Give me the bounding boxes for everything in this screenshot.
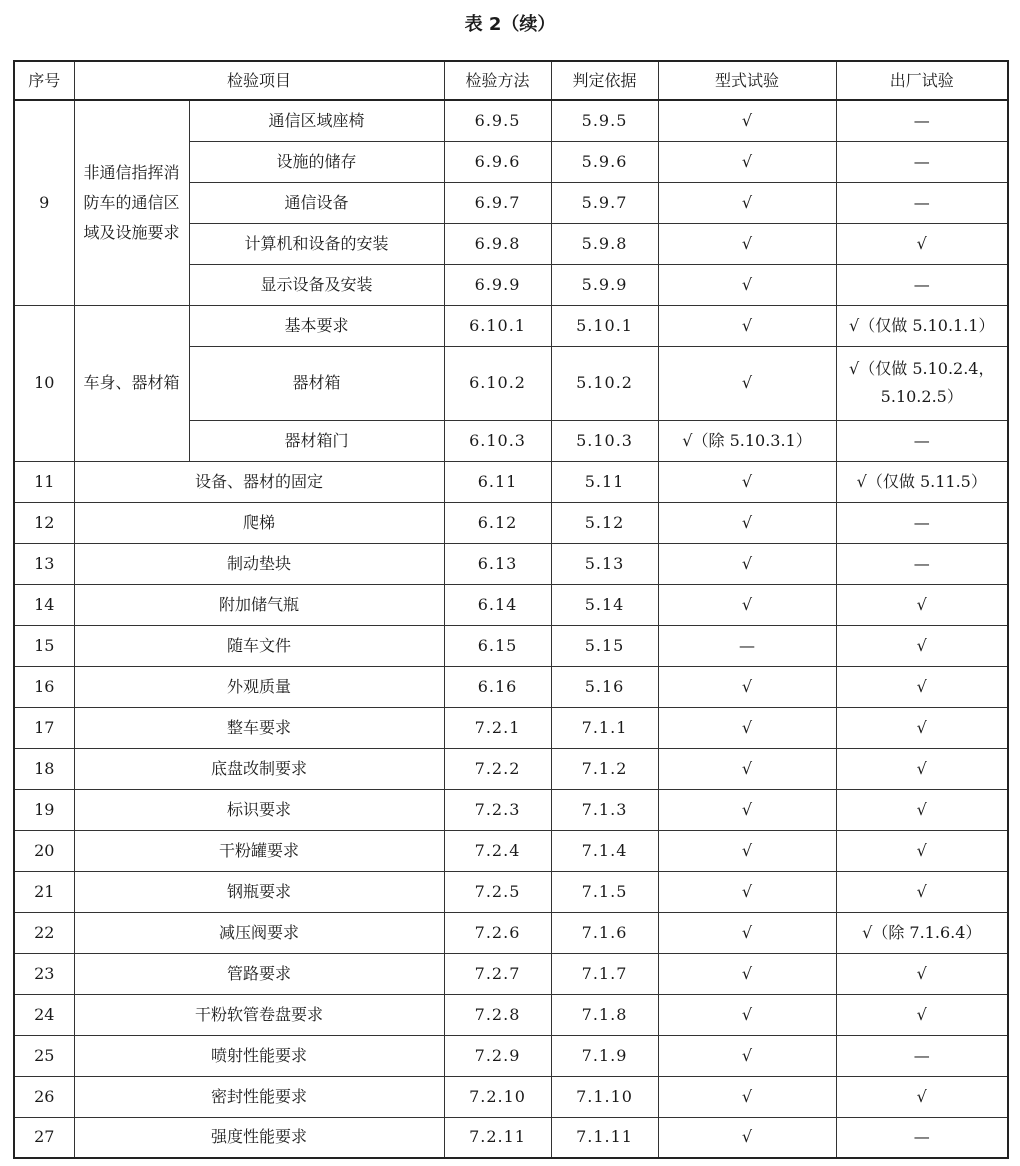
row-no: 13 xyxy=(14,543,74,584)
row-basis: 5.15 xyxy=(551,625,658,666)
row-type-test: √ xyxy=(658,1035,836,1076)
row-item: 通信设备 xyxy=(189,182,444,223)
row-factory-test: √ xyxy=(836,953,1008,994)
table-row xyxy=(14,625,1008,666)
row-method: 7.2.1 xyxy=(444,707,551,748)
row-type-test: √ xyxy=(658,912,836,953)
row-item: 附加储气瓶 xyxy=(74,584,444,625)
row-no: 22 xyxy=(14,912,74,953)
header-row xyxy=(14,61,1008,100)
table-row xyxy=(14,953,1008,994)
row-no: 24 xyxy=(14,994,74,1035)
table-row xyxy=(14,461,1008,502)
row-no: 26 xyxy=(14,1076,74,1117)
row-method: 6.12 xyxy=(444,502,551,543)
row-method: 7.2.10 xyxy=(444,1076,551,1117)
table-row xyxy=(14,912,1008,953)
row-no: 19 xyxy=(14,789,74,830)
row-method: 6.9.5 xyxy=(444,100,551,141)
row-no: 14 xyxy=(14,584,74,625)
row-item: 标识要求 xyxy=(74,789,444,830)
row-factory-test: — xyxy=(836,1035,1008,1076)
row-type-test: √ xyxy=(658,100,836,141)
row-no: 12 xyxy=(14,502,74,543)
row-item: 器材箱门 xyxy=(189,420,444,461)
row-method: 7.2.9 xyxy=(444,1035,551,1076)
row-factory-test: — xyxy=(836,543,1008,584)
row-type-test: √ xyxy=(658,502,836,543)
row-no: 17 xyxy=(14,707,74,748)
row-no: 20 xyxy=(14,830,74,871)
row-item: 强度性能要求 xyxy=(74,1117,444,1158)
row-type-test: √ xyxy=(658,584,836,625)
row-type-test: √ xyxy=(658,871,836,912)
group9-label: 非通信指挥消防车的通信区域及设施要求 xyxy=(74,100,189,305)
row-method: 6.14 xyxy=(444,584,551,625)
group10-no: 10 xyxy=(14,305,74,461)
table-row xyxy=(14,871,1008,912)
table-row xyxy=(14,305,1008,346)
row-basis: 5.12 xyxy=(551,502,658,543)
row-method: 7.2.6 xyxy=(444,912,551,953)
row-item: 设施的储存 xyxy=(189,141,444,182)
row-basis: 5.11 xyxy=(551,461,658,502)
row-basis: 5.13 xyxy=(551,543,658,584)
row-factory-test: √ xyxy=(836,789,1008,830)
row-type-test: √ xyxy=(658,830,836,871)
row-method: 6.16 xyxy=(444,666,551,707)
header-factory-test: 出厂试验 xyxy=(836,61,1008,100)
row-item: 通信区域座椅 xyxy=(189,100,444,141)
row-factory-test: √（仅做 5.10.1.1） xyxy=(836,305,1008,346)
row-basis: 7.1.1 xyxy=(551,707,658,748)
row-type-test: √ xyxy=(658,707,836,748)
row-basis: 5.9.7 xyxy=(551,182,658,223)
row-method: 6.9.6 xyxy=(444,141,551,182)
row-no: 18 xyxy=(14,748,74,789)
row-item: 显示设备及安装 xyxy=(189,264,444,305)
table-row xyxy=(14,543,1008,584)
row-item: 整车要求 xyxy=(74,707,444,748)
table-row xyxy=(14,1035,1008,1076)
row-method: 7.2.7 xyxy=(444,953,551,994)
row-type-test: √ xyxy=(658,1076,836,1117)
row-basis: 5.10.1 xyxy=(551,305,658,346)
row-no: 23 xyxy=(14,953,74,994)
row-type-test: √ xyxy=(658,223,836,264)
row-factory-test: √（仅做 5.10.2.4，5.10.2.5） xyxy=(836,346,1008,420)
row-type-test: √ xyxy=(658,305,836,346)
row-factory-test: √（仅做 5.11.5） xyxy=(836,461,1008,502)
row-type-test: √ xyxy=(658,346,836,420)
group9-no: 9 xyxy=(14,100,74,305)
table-row xyxy=(14,1117,1008,1158)
row-item: 钢瓶要求 xyxy=(74,871,444,912)
table-row xyxy=(14,707,1008,748)
row-factory-test: √ xyxy=(836,584,1008,625)
row-no: 25 xyxy=(14,1035,74,1076)
table-row xyxy=(14,994,1008,1035)
row-basis: 5.9.9 xyxy=(551,264,658,305)
row-item: 爬梯 xyxy=(74,502,444,543)
row-basis: 5.10.2 xyxy=(551,346,658,420)
row-method: 6.10.2 xyxy=(444,346,551,420)
header-no: 序号 xyxy=(14,61,74,100)
row-basis: 7.1.5 xyxy=(551,871,658,912)
row-basis: 5.14 xyxy=(551,584,658,625)
row-method: 7.2.4 xyxy=(444,830,551,871)
row-factory-test: √ xyxy=(836,223,1008,264)
row-method: 7.2.5 xyxy=(444,871,551,912)
table-row xyxy=(14,748,1008,789)
row-method: 6.10.1 xyxy=(444,305,551,346)
row-type-test: √ xyxy=(658,543,836,584)
group10-label: 车身、器材箱 xyxy=(74,305,189,461)
row-factory-test: — xyxy=(836,420,1008,461)
row-no: 15 xyxy=(14,625,74,666)
row-item: 干粉罐要求 xyxy=(74,830,444,871)
row-item: 随车文件 xyxy=(74,625,444,666)
row-basis: 5.10.3 xyxy=(551,420,658,461)
row-factory-test: — xyxy=(836,100,1008,141)
table-row xyxy=(14,584,1008,625)
row-basis: 7.1.7 xyxy=(551,953,658,994)
row-type-test: √ xyxy=(658,789,836,830)
table-row xyxy=(14,666,1008,707)
table-row xyxy=(14,1076,1008,1117)
row-factory-test: √ xyxy=(836,830,1008,871)
row-method: 6.15 xyxy=(444,625,551,666)
row-basis: 7.1.3 xyxy=(551,789,658,830)
row-item: 减压阀要求 xyxy=(74,912,444,953)
row-method: 6.11 xyxy=(444,461,551,502)
row-type-test: √ xyxy=(658,994,836,1035)
header-item: 检验项目 xyxy=(74,61,444,100)
table-row xyxy=(14,100,1008,141)
row-item: 制动垫块 xyxy=(74,543,444,584)
row-basis: 7.1.6 xyxy=(551,912,658,953)
row-factory-test: √ xyxy=(836,994,1008,1035)
row-method: 6.10.3 xyxy=(444,420,551,461)
row-type-test: — xyxy=(658,625,836,666)
row-factory-test: — xyxy=(836,182,1008,223)
row-method: 6.9.7 xyxy=(444,182,551,223)
row-item: 器材箱 xyxy=(189,346,444,420)
row-basis: 5.16 xyxy=(551,666,658,707)
row-method: 6.9.9 xyxy=(444,264,551,305)
row-factory-test: √ xyxy=(836,625,1008,666)
row-item: 密封性能要求 xyxy=(74,1076,444,1117)
row-type-test: √ xyxy=(658,748,836,789)
row-method: 7.2.11 xyxy=(444,1117,551,1158)
row-factory-test: — xyxy=(836,141,1008,182)
row-item: 管路要求 xyxy=(74,953,444,994)
row-factory-test: — xyxy=(836,1117,1008,1158)
row-factory-test: √ xyxy=(836,1076,1008,1117)
row-item: 基本要求 xyxy=(189,305,444,346)
row-basis: 7.1.4 xyxy=(551,830,658,871)
row-item: 干粉软管卷盘要求 xyxy=(74,994,444,1035)
row-type-test: √ xyxy=(658,1117,836,1158)
table-row xyxy=(14,830,1008,871)
row-factory-test: √（除 7.1.6.4） xyxy=(836,912,1008,953)
row-method: 6.13 xyxy=(444,543,551,584)
row-basis: 7.1.8 xyxy=(551,994,658,1035)
row-basis: 5.9.8 xyxy=(551,223,658,264)
row-method: 7.2.8 xyxy=(444,994,551,1035)
row-basis: 5.9.6 xyxy=(551,141,658,182)
header-method: 检验方法 xyxy=(444,61,551,100)
row-method: 6.9.8 xyxy=(444,223,551,264)
row-item: 计算机和设备的安装 xyxy=(189,223,444,264)
row-basis: 5.9.5 xyxy=(551,100,658,141)
row-item: 外观质量 xyxy=(74,666,444,707)
row-item: 设备、器材的固定 xyxy=(74,461,444,502)
row-basis: 7.1.2 xyxy=(551,748,658,789)
row-type-test: √ xyxy=(658,264,836,305)
row-basis: 7.1.11 xyxy=(551,1117,658,1158)
row-type-test: √ xyxy=(658,182,836,223)
row-no: 11 xyxy=(14,461,74,502)
row-method: 7.2.2 xyxy=(444,748,551,789)
row-factory-test: — xyxy=(836,502,1008,543)
inspection-table xyxy=(13,60,1009,1159)
row-item: 喷射性能要求 xyxy=(74,1035,444,1076)
row-basis: 7.1.9 xyxy=(551,1035,658,1076)
row-factory-test: √ xyxy=(836,871,1008,912)
header-basis: 判定依据 xyxy=(551,61,658,100)
header-type-test: 型式试验 xyxy=(658,61,836,100)
table-row xyxy=(14,502,1008,543)
row-method: 7.2.3 xyxy=(444,789,551,830)
row-factory-test: √ xyxy=(836,748,1008,789)
row-type-test: √ xyxy=(658,461,836,502)
row-type-test: √（除 5.10.3.1） xyxy=(658,420,836,461)
row-type-test: √ xyxy=(658,953,836,994)
row-basis: 7.1.10 xyxy=(551,1076,658,1117)
row-no: 21 xyxy=(14,871,74,912)
row-type-test: √ xyxy=(658,666,836,707)
table-title: 表 2（续） xyxy=(464,14,556,35)
row-item: 底盘改制要求 xyxy=(74,748,444,789)
row-type-test: √ xyxy=(658,141,836,182)
row-no: 27 xyxy=(14,1117,74,1158)
row-factory-test: √ xyxy=(836,707,1008,748)
row-no: 16 xyxy=(14,666,74,707)
row-factory-test: √ xyxy=(836,666,1008,707)
row-factory-test: — xyxy=(836,264,1008,305)
table-row xyxy=(14,789,1008,830)
